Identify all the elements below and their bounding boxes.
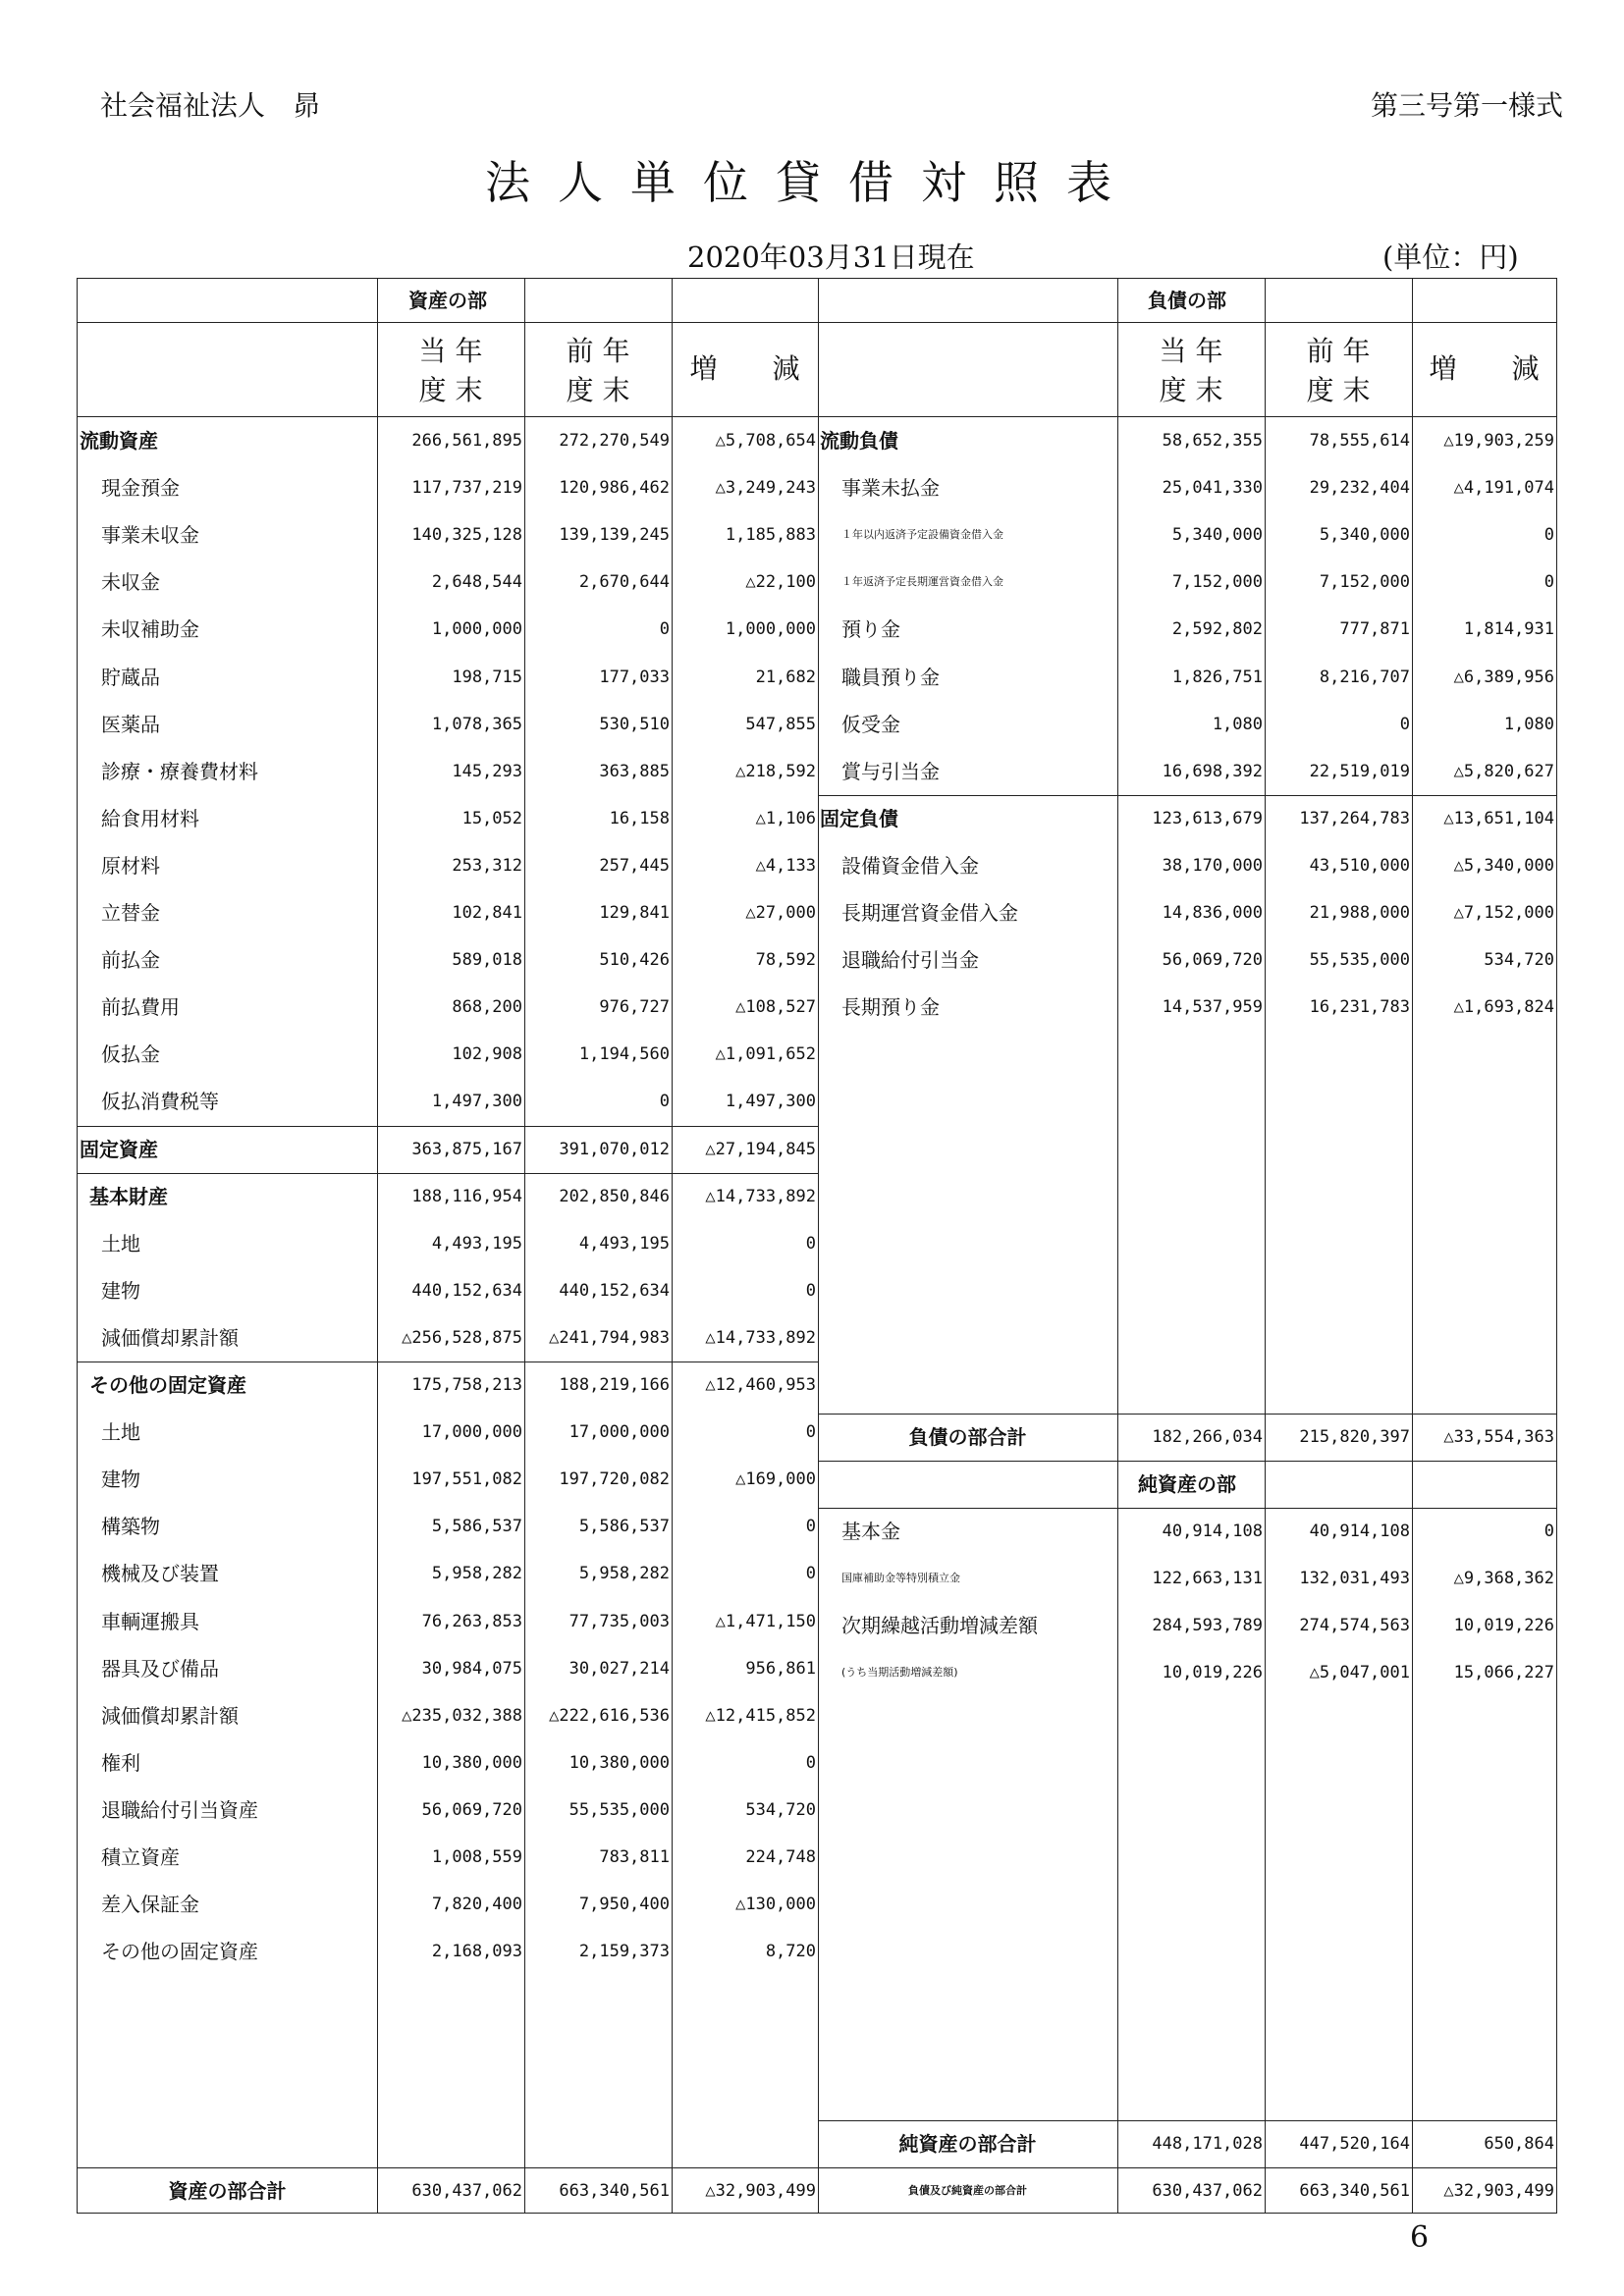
unit-label: (単位：円) bbox=[1382, 240, 1519, 274]
liability-current-value: 40,914,108 bbox=[1162, 1522, 1263, 1541]
asset-change-value: △1,106 bbox=[755, 809, 816, 828]
liability-change-value: △6,389,956 bbox=[1453, 667, 1554, 687]
liability-row-label: 仮受金 bbox=[841, 713, 900, 736]
asset-prior-value: 440,152,634 bbox=[559, 1281, 670, 1301]
liability-row-label: 次期繰越活動増減差額 bbox=[841, 1614, 1038, 1637]
asset-row-label: 医薬品 bbox=[101, 713, 160, 736]
asset-row-label: 構築物 bbox=[101, 1515, 160, 1538]
liabilities-total-prior: 215,820,397 bbox=[1299, 1427, 1410, 1447]
liability-row-label: 固定負債 bbox=[820, 807, 898, 830]
liability-prior-value: 0 bbox=[1399, 715, 1410, 734]
asset-change-value: △5,708,654 bbox=[715, 431, 816, 451]
asset-change-value: △218,592 bbox=[735, 762, 816, 781]
net-assets-total-prior: 447,520,164 bbox=[1299, 2134, 1410, 2154]
asset-prior-value: 16,158 bbox=[609, 809, 670, 828]
asset-change-value: 21,682 bbox=[755, 667, 816, 687]
asset-row-label: 未収金 bbox=[101, 570, 160, 594]
asset-row-label: 土地 bbox=[101, 1420, 140, 1444]
asset-change-value: △169,000 bbox=[735, 1469, 816, 1489]
asset-current-value: 589,018 bbox=[452, 950, 522, 970]
asset-prior-value: 120,986,462 bbox=[559, 478, 670, 498]
liability-current-value: 58,652,355 bbox=[1162, 431, 1263, 451]
asset-prior-value: 7,950,400 bbox=[578, 1895, 670, 1914]
liability-current-value: 14,537,959 bbox=[1162, 997, 1263, 1017]
asset-prior-value: 5,958,282 bbox=[578, 1564, 670, 1583]
liability-current-value: 1,826,751 bbox=[1171, 667, 1263, 687]
asset-current-value: 1,078,365 bbox=[431, 715, 522, 734]
asset-prior-value: 55,535,000 bbox=[568, 1800, 670, 1820]
asset-prior-value: △241,794,983 bbox=[549, 1328, 670, 1348]
asset-current-value: 363,875,167 bbox=[411, 1140, 522, 1159]
asset-change-value: △130,000 bbox=[735, 1895, 816, 1914]
form-code: 第三号第一様式 bbox=[1370, 89, 1563, 122]
assets-total-change: △32,903,499 bbox=[705, 2181, 816, 2201]
liability-current-value: 14,836,000 bbox=[1162, 903, 1263, 923]
asset-row-label: 前払費用 bbox=[101, 995, 180, 1019]
asset-row-label: 事業未収金 bbox=[101, 523, 199, 547]
liability-current-value: 284,593,789 bbox=[1152, 1616, 1263, 1635]
asset-current-value: 17,000,000 bbox=[421, 1422, 522, 1442]
liability-prior-value: 274,574,563 bbox=[1299, 1616, 1410, 1635]
page-number: 6 bbox=[1410, 2220, 1430, 2255]
liability-current-value: 7,152,000 bbox=[1171, 572, 1263, 592]
liability-row-label: 預り金 bbox=[841, 617, 900, 641]
liability-change-value: △13,651,104 bbox=[1443, 809, 1554, 828]
liability-current-value: 10,019,226 bbox=[1162, 1663, 1263, 1682]
asset-change-value: 1,497,300 bbox=[725, 1092, 816, 1111]
liabilities-current-year-header: 当 年 度 末 bbox=[1159, 335, 1223, 406]
liabilities-total-label: 負債の部合計 bbox=[908, 1425, 1027, 1449]
liability-change-value: 1,080 bbox=[1503, 715, 1554, 734]
asset-row-label: 車輌運搬具 bbox=[101, 1610, 199, 1633]
asset-prior-value: 0 bbox=[659, 619, 670, 639]
liability-change-value: 0 bbox=[1543, 1522, 1554, 1541]
liability-prior-value: 5,340,000 bbox=[1319, 525, 1410, 545]
organization-name: 社会福祉法人 昴 bbox=[100, 89, 321, 122]
asset-current-value: 1,497,300 bbox=[431, 1092, 522, 1111]
asset-current-value: 5,958,282 bbox=[431, 1564, 522, 1583]
as-of-date: 2020年03月31日現在 bbox=[687, 240, 975, 274]
liability-current-value: 38,170,000 bbox=[1162, 856, 1263, 876]
asset-row-label: 立替金 bbox=[101, 901, 160, 925]
assets-prior-year-header: 前 年 度 末 bbox=[566, 335, 630, 406]
asset-row-label: 給食用材料 bbox=[101, 807, 199, 830]
asset-row-label: 原材料 bbox=[101, 854, 160, 878]
asset-row-label: 差入保証金 bbox=[101, 1893, 199, 1916]
asset-prior-value: 77,735,003 bbox=[568, 1612, 670, 1631]
grand-total-change: △32,903,499 bbox=[1443, 2181, 1554, 2201]
liability-change-value: 10,019,226 bbox=[1453, 1616, 1554, 1635]
grand-total-prior: 663,340,561 bbox=[1299, 2181, 1410, 2201]
liability-prior-value: 777,871 bbox=[1339, 619, 1410, 639]
liability-prior-value: 132,031,493 bbox=[1299, 1569, 1410, 1588]
asset-current-value: 102,908 bbox=[452, 1044, 522, 1064]
liability-row-label: 賞与引当金 bbox=[841, 760, 940, 783]
asset-change-value: 0 bbox=[805, 1422, 816, 1442]
asset-prior-value: 30,027,214 bbox=[568, 1659, 670, 1679]
asset-current-value: 76,263,853 bbox=[421, 1612, 522, 1631]
liability-change-value: △9,368,362 bbox=[1453, 1569, 1554, 1588]
asset-change-value: 0 bbox=[805, 1753, 816, 1773]
liability-current-value: 16,698,392 bbox=[1162, 762, 1263, 781]
asset-current-value: 4,493,195 bbox=[431, 1234, 522, 1254]
liability-row-label: 基本金 bbox=[841, 1520, 900, 1543]
asset-prior-value: 5,586,537 bbox=[578, 1517, 670, 1536]
assets-total-label: 資産の部合計 bbox=[168, 2179, 287, 2203]
liability-change-value: 534,720 bbox=[1484, 950, 1554, 970]
asset-current-value: 440,152,634 bbox=[411, 1281, 522, 1301]
asset-prior-value: 2,670,644 bbox=[578, 572, 670, 592]
liability-row-label: 流動負債 bbox=[820, 429, 898, 453]
asset-change-value: 0 bbox=[805, 1564, 816, 1583]
asset-change-value: △4,133 bbox=[755, 856, 816, 876]
liability-prior-value: 137,264,783 bbox=[1299, 809, 1410, 828]
asset-row-label: 機械及び装置 bbox=[101, 1562, 219, 1585]
liability-row-label: 長期運営資金借入金 bbox=[841, 901, 1018, 925]
asset-current-value: 2,648,544 bbox=[431, 572, 522, 592]
asset-current-value: △256,528,875 bbox=[402, 1328, 522, 1348]
asset-prior-value: 391,070,012 bbox=[559, 1140, 670, 1159]
asset-change-value: 78,592 bbox=[755, 950, 816, 970]
liabilities-change-header: 増 減 bbox=[1429, 352, 1540, 385]
asset-current-value: 1,008,559 bbox=[431, 1847, 522, 1867]
liability-prior-value: 16,231,783 bbox=[1309, 997, 1410, 1017]
asset-row-label: 器具及び備品 bbox=[101, 1657, 219, 1681]
liability-current-value: 122,663,131 bbox=[1152, 1569, 1263, 1588]
asset-row-label: その他の固定資産 bbox=[101, 1940, 258, 1963]
assets-total-current: 630,437,062 bbox=[411, 2181, 522, 2201]
asset-change-value: 224,748 bbox=[745, 1847, 816, 1867]
liability-change-value: △5,340,000 bbox=[1453, 856, 1554, 876]
liabilities-prior-year-header: 前 年 度 末 bbox=[1306, 335, 1371, 406]
asset-current-value: 15,052 bbox=[461, 809, 522, 828]
asset-current-value: 253,312 bbox=[452, 856, 522, 876]
asset-current-value: △235,032,388 bbox=[402, 1706, 522, 1726]
asset-prior-value: 530,510 bbox=[599, 715, 670, 734]
asset-row-label: その他の固定資産 bbox=[89, 1373, 246, 1397]
liability-prior-value: 22,519,019 bbox=[1309, 762, 1410, 781]
asset-change-value: △3,249,243 bbox=[715, 478, 816, 498]
liability-row-label: 設備資金借入金 bbox=[841, 854, 979, 878]
asset-row-label: 固定資産 bbox=[80, 1138, 158, 1161]
asset-prior-value: 177,033 bbox=[599, 667, 670, 687]
liability-prior-value: 21,988,000 bbox=[1309, 903, 1410, 923]
assets-current-year-header: 当 年 度 末 bbox=[418, 335, 483, 406]
liability-prior-value: 40,914,108 bbox=[1309, 1522, 1410, 1541]
asset-current-value: 117,737,219 bbox=[411, 478, 522, 498]
asset-row-label: 仮払金 bbox=[101, 1042, 160, 1066]
asset-prior-value: 139,139,245 bbox=[559, 525, 670, 545]
grand-total-label: 負債及び純資産の部合計 bbox=[908, 2184, 1027, 2197]
asset-row-label: 未収補助金 bbox=[101, 617, 199, 641]
asset-change-value: △27,000 bbox=[745, 903, 816, 923]
asset-prior-value: 0 bbox=[659, 1092, 670, 1111]
page-title: 法人単位貸借対照表 bbox=[485, 156, 1139, 209]
liability-prior-value: △5,047,001 bbox=[1309, 1663, 1410, 1682]
asset-row-label: 減価償却累計額 bbox=[101, 1704, 239, 1728]
asset-prior-value: 257,445 bbox=[599, 856, 670, 876]
asset-change-value: △108,527 bbox=[735, 997, 816, 1017]
asset-row-label: 仮払消費税等 bbox=[101, 1090, 219, 1113]
asset-prior-value: 17,000,000 bbox=[568, 1422, 670, 1442]
liability-change-value: 0 bbox=[1543, 525, 1554, 545]
asset-current-value: 102,841 bbox=[452, 903, 522, 923]
liability-current-value: 123,613,679 bbox=[1152, 809, 1263, 828]
asset-prior-value: 197,720,082 bbox=[559, 1469, 670, 1489]
liability-row-label: 長期預り金 bbox=[841, 995, 940, 1019]
asset-change-value: △12,415,852 bbox=[705, 1706, 816, 1726]
liability-change-value: 15,066,227 bbox=[1453, 1663, 1554, 1682]
liabilities-total-current: 182,266,034 bbox=[1152, 1427, 1263, 1447]
asset-change-value: 8,720 bbox=[765, 1942, 816, 1961]
asset-prior-value: 272,270,549 bbox=[559, 431, 670, 451]
asset-prior-value: 363,885 bbox=[599, 762, 670, 781]
liability-row-label: １年以内返済予定設備資金借入金 bbox=[841, 528, 1003, 541]
asset-prior-value: △222,616,536 bbox=[549, 1706, 670, 1726]
liability-prior-value: 55,535,000 bbox=[1309, 950, 1410, 970]
liability-current-value: 5,340,000 bbox=[1171, 525, 1263, 545]
liabilities-total-change: △33,554,363 bbox=[1443, 1427, 1554, 1447]
assets-section-header: 資産の部 bbox=[408, 289, 487, 312]
asset-current-value: 2,168,093 bbox=[431, 1942, 522, 1961]
liability-change-value: △7,152,000 bbox=[1453, 903, 1554, 923]
liability-prior-value: 29,232,404 bbox=[1309, 478, 1410, 498]
asset-row-label: 権利 bbox=[101, 1751, 140, 1775]
liability-row-label: 事業未払金 bbox=[841, 476, 940, 500]
liability-change-value: △19,903,259 bbox=[1443, 431, 1554, 451]
asset-row-label: 建物 bbox=[101, 1279, 140, 1303]
asset-row-label: 土地 bbox=[101, 1232, 140, 1255]
liability-current-value: 56,069,720 bbox=[1162, 950, 1263, 970]
asset-row-label: 基本財産 bbox=[89, 1185, 168, 1208]
assets-change-header: 増 減 bbox=[689, 352, 800, 385]
liability-prior-value: 78,555,614 bbox=[1309, 431, 1410, 451]
liability-change-value: △4,191,074 bbox=[1453, 478, 1554, 498]
liability-change-value: 1,814,931 bbox=[1463, 619, 1554, 639]
asset-change-value: 547,855 bbox=[745, 715, 816, 734]
asset-change-value: 0 bbox=[805, 1517, 816, 1536]
asset-change-value: △1,091,652 bbox=[715, 1044, 816, 1064]
asset-change-value: △12,460,953 bbox=[705, 1375, 816, 1395]
asset-row-label: 前払金 bbox=[101, 948, 160, 972]
asset-current-value: 10,380,000 bbox=[421, 1753, 522, 1773]
asset-current-value: 197,551,082 bbox=[411, 1469, 522, 1489]
liability-prior-value: 43,510,000 bbox=[1309, 856, 1410, 876]
net-assets-total-label: 純資産の部合計 bbox=[898, 2132, 1037, 2156]
asset-current-value: 266,561,895 bbox=[411, 431, 522, 451]
asset-change-value: 1,185,883 bbox=[725, 525, 816, 545]
asset-change-value: △22,100 bbox=[745, 572, 816, 592]
assets-total-prior: 663,340,561 bbox=[559, 2181, 670, 2201]
asset-change-value: △27,194,845 bbox=[705, 1140, 816, 1159]
grand-total-current: 630,437,062 bbox=[1152, 2181, 1263, 2201]
asset-current-value: 1,000,000 bbox=[431, 619, 522, 639]
asset-change-value: △14,733,892 bbox=[705, 1187, 816, 1206]
asset-prior-value: 202,850,846 bbox=[559, 1187, 670, 1206]
liability-prior-value: 8,216,707 bbox=[1319, 667, 1410, 687]
asset-prior-value: 1,194,560 bbox=[578, 1044, 670, 1064]
asset-prior-value: 2,159,373 bbox=[578, 1942, 670, 1961]
asset-row-label: 建物 bbox=[101, 1468, 140, 1491]
asset-current-value: 198,715 bbox=[452, 667, 522, 687]
asset-current-value: 175,758,213 bbox=[411, 1375, 522, 1395]
asset-current-value: 868,200 bbox=[452, 997, 522, 1017]
asset-change-value: 0 bbox=[805, 1234, 816, 1254]
asset-row-label: 積立資産 bbox=[101, 1845, 180, 1869]
asset-prior-value: 976,727 bbox=[599, 997, 670, 1017]
asset-change-value: 956,861 bbox=[745, 1659, 816, 1679]
asset-current-value: 56,069,720 bbox=[421, 1800, 522, 1820]
asset-row-label: 貯蔵品 bbox=[101, 666, 160, 689]
net-assets-section-header: 純資産の部 bbox=[1138, 1472, 1236, 1496]
asset-change-value: 534,720 bbox=[745, 1800, 816, 1820]
asset-change-value: 1,000,000 bbox=[725, 619, 816, 639]
asset-change-value: △1,471,150 bbox=[715, 1612, 816, 1631]
header-divider bbox=[78, 322, 1556, 323]
asset-current-value: 7,820,400 bbox=[431, 1895, 522, 1914]
liability-current-value: 25,041,330 bbox=[1162, 478, 1263, 498]
liabilities-section-header: 負債の部 bbox=[1148, 289, 1226, 312]
liability-row-label: 国庫補助金等特別積立金 bbox=[841, 1572, 960, 1584]
liability-change-value: 0 bbox=[1543, 572, 1554, 592]
liability-row-label: １年返済予定長期運営資金借入金 bbox=[841, 575, 1003, 588]
liability-prior-value: 7,152,000 bbox=[1319, 572, 1410, 592]
net-assets-total-current: 448,171,028 bbox=[1152, 2134, 1263, 2154]
asset-row-label: 診療・療養費材料 bbox=[101, 760, 258, 783]
net-assets-total-change: 650,864 bbox=[1484, 2134, 1554, 2154]
asset-current-value: 140,325,128 bbox=[411, 525, 522, 545]
asset-current-value: 145,293 bbox=[452, 762, 522, 781]
asset-prior-value: 188,219,166 bbox=[559, 1375, 670, 1395]
asset-current-value: 30,984,075 bbox=[421, 1659, 522, 1679]
asset-row-label: 退職給付引当資産 bbox=[101, 1798, 258, 1822]
asset-row-label: 減価償却累計額 bbox=[101, 1326, 239, 1350]
liability-row-label: 退職給付引当金 bbox=[841, 948, 979, 972]
liability-row-label: 職員預り金 bbox=[841, 666, 940, 689]
liability-current-value: 1,080 bbox=[1212, 715, 1263, 734]
asset-prior-value: 783,811 bbox=[599, 1847, 670, 1867]
asset-prior-value: 10,380,000 bbox=[568, 1753, 670, 1773]
asset-current-value: 188,116,954 bbox=[411, 1187, 522, 1206]
center-divider bbox=[818, 279, 819, 2213]
asset-row-label: 流動資産 bbox=[80, 429, 158, 453]
asset-prior-value: 4,493,195 bbox=[578, 1234, 670, 1254]
liability-change-value: △1,693,824 bbox=[1453, 997, 1554, 1017]
asset-prior-value: 129,841 bbox=[599, 903, 670, 923]
liability-row-label: (うち当期活動増減差額) bbox=[841, 1666, 958, 1679]
asset-prior-value: 510,426 bbox=[599, 950, 670, 970]
balance-sheet-table bbox=[77, 278, 1557, 2214]
asset-current-value: 5,586,537 bbox=[431, 1517, 522, 1536]
liability-change-value: △5,820,627 bbox=[1453, 762, 1554, 781]
liability-current-value: 2,592,802 bbox=[1171, 619, 1263, 639]
asset-change-value: △14,733,892 bbox=[705, 1328, 816, 1348]
asset-row-label: 現金預金 bbox=[101, 476, 180, 500]
asset-change-value: 0 bbox=[805, 1281, 816, 1301]
